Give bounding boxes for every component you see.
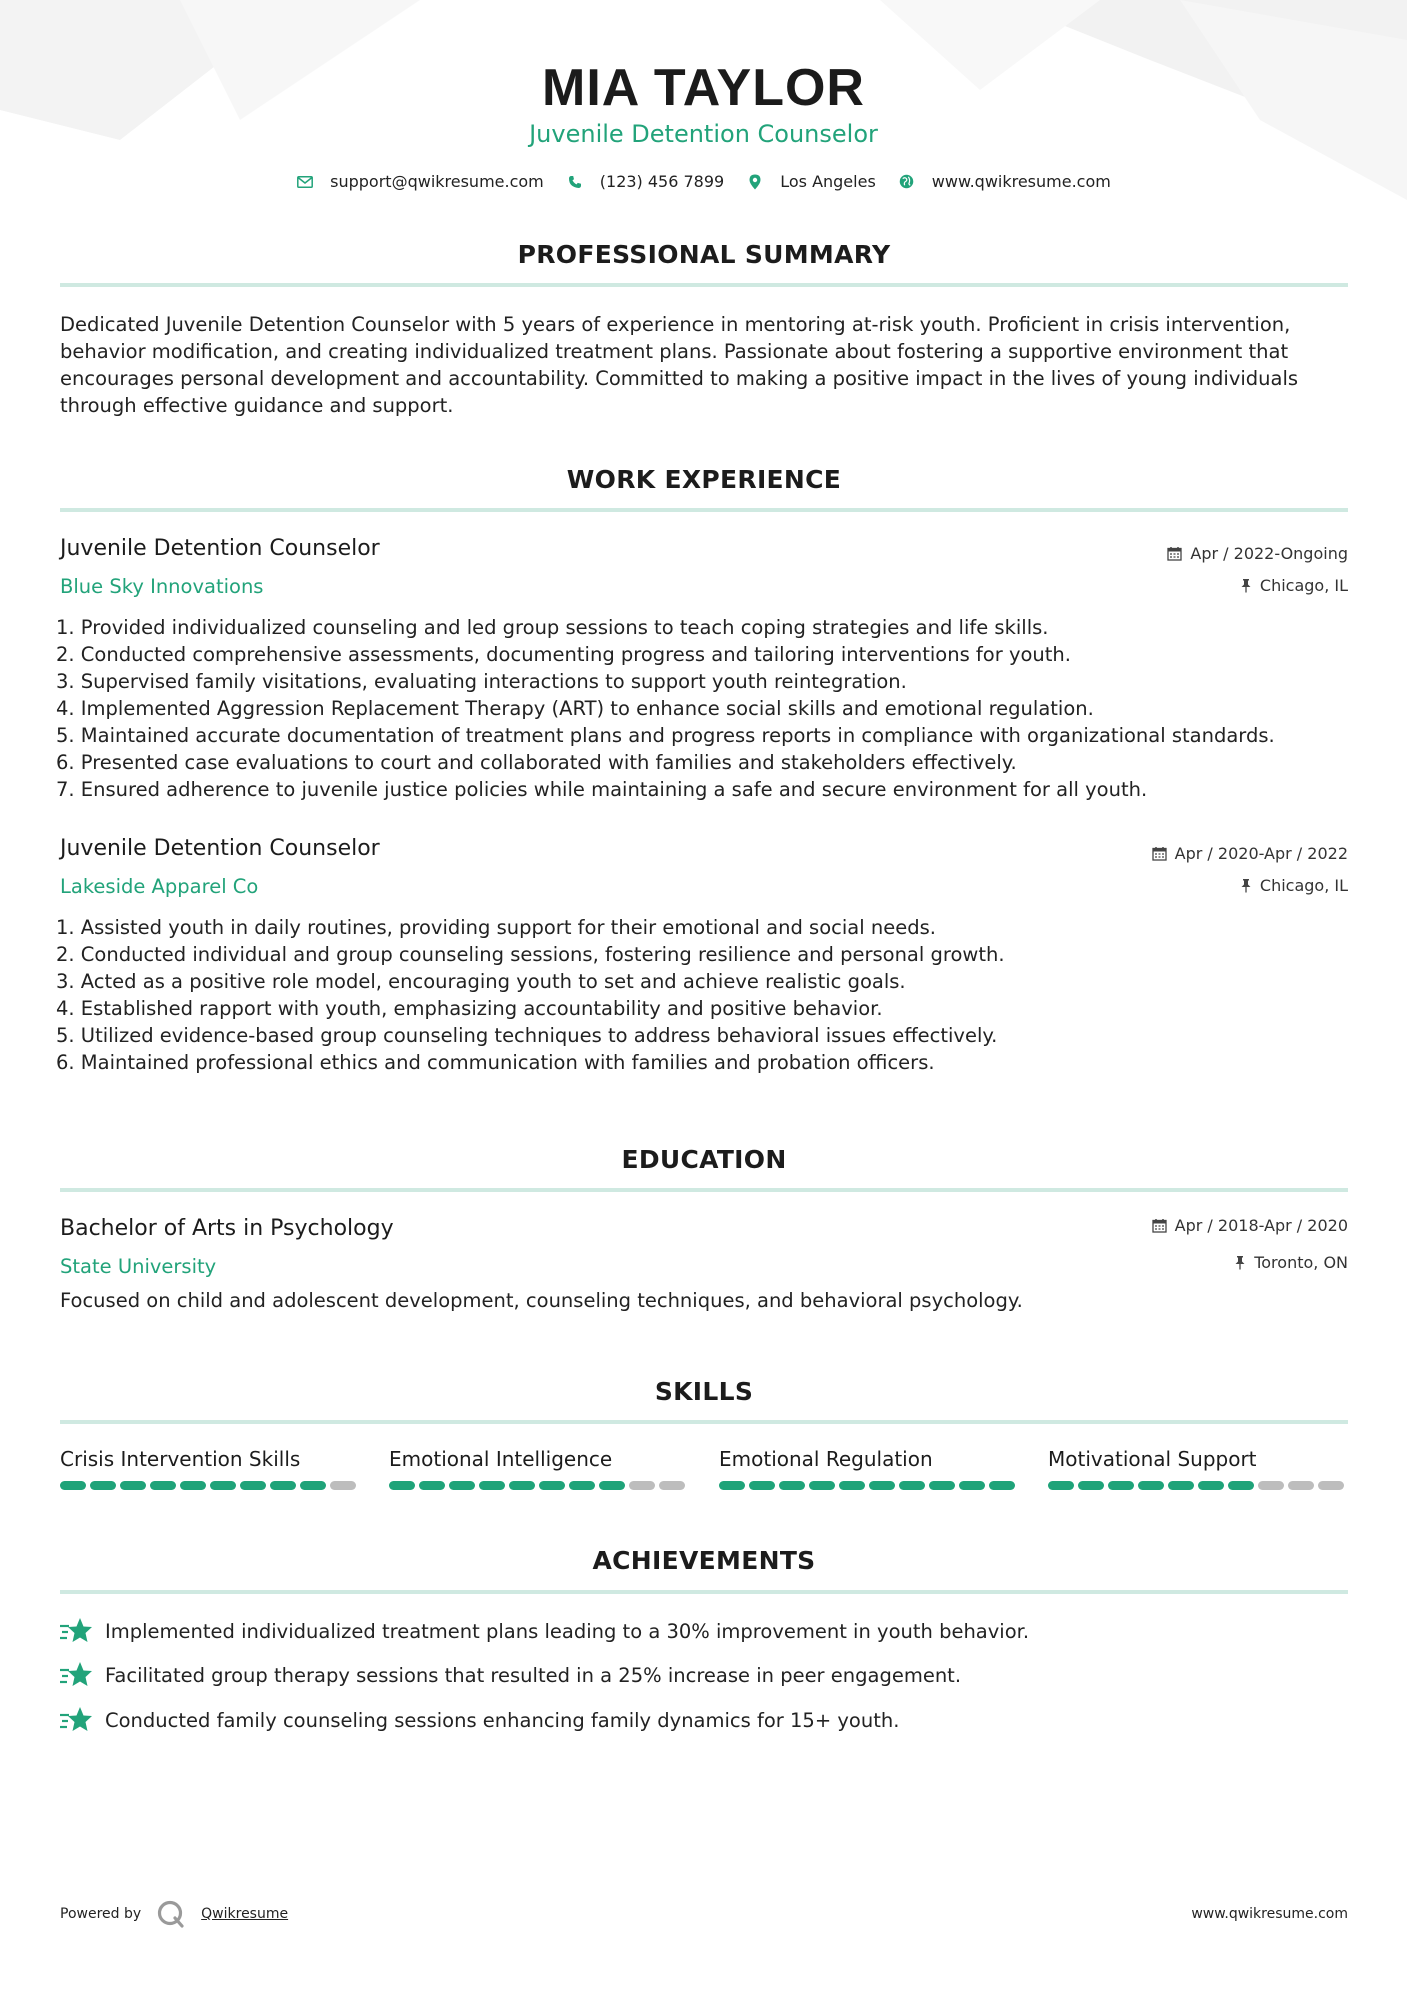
achievement-item (60, 1706, 899, 1734)
skill-segment-filled (869, 1481, 895, 1490)
contact-phone[interactable] (566, 172, 724, 191)
job-title: Juvenile Detention Counselor (60, 836, 380, 861)
list-item: 5. Utilized evidence-based group counseling techniques to address behavioral issues effectively. (56, 1024, 998, 1047)
achievement-text: Implemented individualized treatment plans leading to a 30% improvement in youth behavior. (105, 1619, 1030, 1643)
education-location-text: Toronto, ON (1254, 1253, 1348, 1272)
skill-segment-filled (419, 1481, 445, 1490)
skill-segment-filled (90, 1481, 116, 1490)
skill-segment-filled (509, 1481, 535, 1490)
job-location-text: Chicago, IL (1259, 876, 1348, 895)
skill-segment-filled (1198, 1481, 1224, 1490)
phone-icon (566, 173, 584, 191)
degree-title: Bachelor of Arts in Psychology (60, 1216, 394, 1241)
job-bullets (56, 614, 1356, 803)
skill-name: Emotional Intelligence (389, 1447, 613, 1471)
email-text: support@qwikresume.com (330, 172, 544, 191)
job-dates-text: Apr / 2022-Ongoing (1190, 544, 1348, 563)
list-item: 6. Presented case evaluations to court and collaborated with families and stakeholders effectively. (56, 751, 1017, 774)
summary-text: Dedicated Juvenile Detention Counselor with 5 years of experience in mentoring at-risk youth. Proficient in crisis intervention, behavior modification, and creating individualized treatment plans. Passionate about fostering a supportive environment that encourages personal development and accountability. Committed to making a positive impact in the lives of young individuals through effective guidance and support. (60, 313, 1299, 417)
star-icon (60, 1661, 92, 1689)
skill-name: Crisis Intervention Skills (60, 1447, 301, 1471)
skill-segment-empty (1288, 1481, 1314, 1490)
education-location (1234, 1253, 1348, 1272)
skill-item (60, 1447, 360, 1490)
section-title-experience: WORK EXPERIENCE (566, 465, 842, 494)
list-item: 4. Established rapport with youth, emphasizing accountability and positive behavior. (56, 997, 883, 1020)
pin-icon (1240, 878, 1252, 893)
skill-segment-empty (1318, 1481, 1344, 1490)
skill-segment-filled (1168, 1481, 1194, 1490)
skill-segment-filled (929, 1481, 955, 1490)
list-item: 1. Assisted youth in daily routines, providing support for their emotional and social needs. (56, 916, 936, 939)
job-location (1240, 576, 1348, 595)
skill-segment-filled (270, 1481, 296, 1490)
contact-email[interactable] (296, 172, 544, 191)
footer-website[interactable]: www.qwikresume.com (1191, 1906, 1348, 1922)
phone-text: (123) 456 7899 (599, 172, 725, 191)
pin-icon (1234, 1255, 1246, 1270)
job-dates (1152, 844, 1348, 863)
star-icon (60, 1706, 92, 1734)
skill-segment-filled (150, 1481, 176, 1490)
section-title-education: EDUCATION (621, 1145, 787, 1174)
qwikresume-logo-icon (157, 1900, 185, 1928)
skill-segment-empty (330, 1481, 356, 1490)
skill-segment-filled (240, 1481, 266, 1490)
contact-bar (0, 172, 1407, 191)
skill-segment-filled (1228, 1481, 1254, 1490)
candidate-name: MIA TAYLOR (542, 59, 865, 117)
list-item: 2. Conducted individual and group counseling sessions, fostering resilience and personal growth. (56, 943, 1005, 966)
skill-segment-empty (659, 1481, 685, 1490)
list-item: 3. Acted as a positive role model, encouraging youth to set and achieve realistic goals. (56, 970, 906, 993)
list-item: 7. Ensured adherence to juvenile justice policies while maintaining a safe and secure environment for all youth. (56, 778, 1148, 801)
powered-by-label: Powered by (60, 1906, 142, 1922)
calendar-icon (1152, 1218, 1167, 1233)
star-icon (60, 1617, 92, 1645)
section-divider (60, 508, 1348, 512)
skill-segment-filled (60, 1481, 86, 1490)
skill-segment-filled (479, 1481, 505, 1490)
calendar-icon (1167, 546, 1182, 561)
section-title-skills: SKILLS (654, 1377, 754, 1406)
skill-item (719, 1447, 1019, 1490)
section-divider (60, 1188, 1348, 1192)
education-dates-text: Apr / 2018-Apr / 2020 (1174, 1216, 1348, 1235)
skill-segment-filled (539, 1481, 565, 1490)
skill-segment-empty (1258, 1481, 1284, 1490)
section-divider (60, 283, 1348, 287)
globe-icon (898, 173, 916, 191)
skill-item (389, 1447, 689, 1490)
skill-level-bar (389, 1481, 689, 1490)
location-text: Los Angeles (780, 172, 876, 191)
section-title-summary: PROFESSIONAL SUMMARY (517, 240, 891, 269)
skill-segment-filled (1138, 1481, 1164, 1490)
section-title-achievements: ACHIEVEMENTS (592, 1546, 816, 1575)
achievement-item (60, 1661, 961, 1689)
job-bullets (56, 914, 1356, 1076)
skill-segment-filled (569, 1481, 595, 1490)
skill-segment-filled (749, 1481, 775, 1490)
list-item: 3. Supervised family visitations, evaluating interactions to support youth reintegration. (56, 670, 907, 693)
skill-name: Emotional Regulation (719, 1447, 933, 1471)
skill-segment-filled (959, 1481, 985, 1490)
job-location (1240, 876, 1348, 895)
list-item: 6. Maintained professional ethics and communication with families and probation officers. (56, 1051, 935, 1074)
website-text: www.qwikresume.com (931, 172, 1111, 191)
skill-segment-filled (1048, 1481, 1074, 1490)
qwikresume-link[interactable]: Qwikresume (201, 1906, 289, 1922)
skill-segment-filled (1078, 1481, 1104, 1490)
education-description: Focused on child and adolescent development, counseling techniques, and behavioral psychology. (60, 1289, 1023, 1312)
skill-level-bar (60, 1481, 360, 1490)
skill-segment-filled (389, 1481, 415, 1490)
section-divider (60, 1590, 1348, 1594)
contact-website[interactable] (898, 172, 1111, 191)
skill-segment-empty (629, 1481, 655, 1490)
skill-segment-filled (1108, 1481, 1134, 1490)
email-icon (296, 173, 314, 191)
achievement-text: Facilitated group therapy sessions that resulted in a 25% increase in peer engagement. (105, 1663, 962, 1687)
skill-segment-filled (120, 1481, 146, 1490)
company-name: Lakeside Apparel Co (60, 875, 259, 898)
skill-segment-filled (210, 1481, 236, 1490)
job-dates-text: Apr / 2020-Apr / 2022 (1174, 844, 1348, 863)
contact-location (746, 172, 876, 191)
skill-segment-filled (599, 1481, 625, 1490)
job-dates (1167, 544, 1348, 563)
skill-segment-filled (839, 1481, 865, 1490)
job-location-text: Chicago, IL (1259, 576, 1348, 595)
location-icon (746, 173, 764, 191)
skill-segment-filled (449, 1481, 475, 1490)
list-item: 2. Conducted comprehensive assessments, documenting progress and tailoring interventions for youth. (56, 643, 1071, 666)
skill-segment-filled (779, 1481, 805, 1490)
skill-segment-filled (899, 1481, 925, 1490)
calendar-icon (1152, 846, 1167, 861)
candidate-role: Juvenile Detention Counselor (529, 120, 878, 148)
skill-level-bar (1048, 1481, 1348, 1490)
skill-name: Motivational Support (1048, 1447, 1257, 1471)
footer-powered-by (60, 1900, 288, 1928)
pin-icon (1240, 578, 1252, 593)
skill-segment-filled (180, 1481, 206, 1490)
skill-item (1048, 1447, 1348, 1490)
skill-segment-filled (300, 1481, 326, 1490)
skill-level-bar (719, 1481, 1019, 1490)
skill-segment-filled (989, 1481, 1015, 1490)
school-name: State University (60, 1255, 217, 1278)
list-item: 1. Provided individualized counseling and led group sessions to teach coping strategies and life skills. (56, 616, 1049, 639)
achievement-text: Conducted family counseling sessions enhancing family dynamics for 15+ youth. (105, 1708, 900, 1732)
education-dates (1152, 1216, 1348, 1235)
skill-segment-filled (719, 1481, 745, 1490)
achievement-item (60, 1617, 1029, 1645)
section-divider (60, 1420, 1348, 1424)
skill-segment-filled (809, 1481, 835, 1490)
job-title: Juvenile Detention Counselor (60, 536, 380, 561)
list-item: 5. Maintained accurate documentation of treatment plans and progress reports in compliance with organizational standards. (56, 724, 1275, 747)
company-name: Blue Sky Innovations (60, 575, 264, 598)
list-item: 4. Implemented Aggression Replacement Therapy (ART) to enhance social skills and emotional regulation. (56, 697, 1094, 720)
